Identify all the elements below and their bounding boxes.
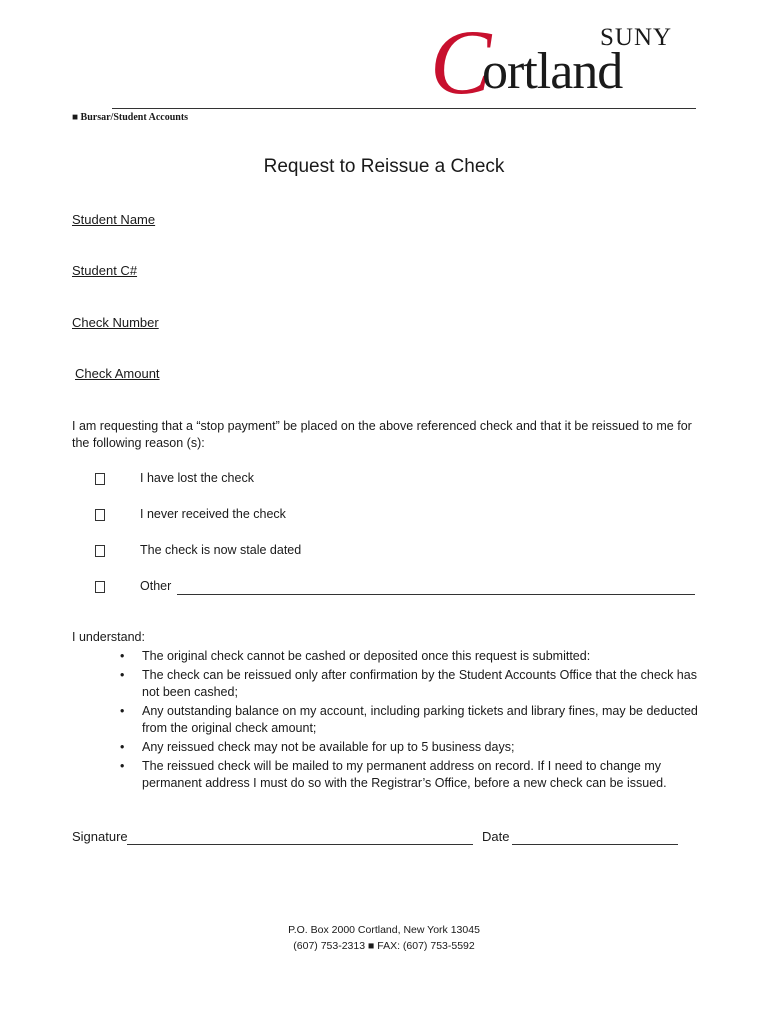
- list-item: [120, 703, 702, 737]
- date-field[interactable]: [512, 844, 678, 845]
- other-reason-field[interactable]: [177, 594, 695, 595]
- student-name-label: Student Name: [72, 212, 156, 227]
- lost-label: I have lost the check: [140, 471, 254, 485]
- point-text: The check can be reissued only after confirmation by the Student Accounts Office that the check has not been cashed;: [142, 668, 697, 699]
- page-title: Request to Reissue a Check: [263, 156, 505, 177]
- stale-label: The check is now stale dated: [140, 543, 302, 557]
- footer-phone: (607) 753-2313 ■ FAX: (607) 753-5592: [293, 940, 475, 952]
- stale-checkbox[interactable]: [95, 545, 105, 557]
- point-text: The original check cannot be cashed or deposited once this request is submitted:: [142, 649, 591, 663]
- signature-field[interactable]: [127, 844, 473, 845]
- list-item: [120, 648, 702, 665]
- list-item: [120, 758, 702, 792]
- student-c-label: Student C#: [72, 263, 138, 278]
- header-divider: [112, 108, 696, 109]
- list-item: [120, 739, 702, 756]
- footer-address: P.O. Box 2000 Cortland, New York 13045: [288, 924, 480, 936]
- list-item: [120, 667, 702, 701]
- check-amount-label: Check Amount: [75, 366, 160, 381]
- bullet: •: [120, 704, 125, 718]
- bullet: •: [120, 668, 125, 682]
- date-label: Date: [482, 829, 510, 844]
- logo-ortland-text: ortland: [482, 43, 623, 100]
- logo-c-letter: C: [430, 11, 492, 113]
- bullet: •: [120, 740, 125, 754]
- signature-label: Signature: [72, 829, 128, 844]
- bullet: •: [120, 649, 125, 663]
- other-checkbox[interactable]: [95, 581, 105, 593]
- understand-label: I understand:: [72, 630, 145, 644]
- suny-cortland-logo: [430, 11, 700, 113]
- bullet: •: [120, 759, 125, 773]
- point-text: Any outstanding balance on my account, including parking tickets and library fines, may be deducted from the original check amount;: [142, 704, 698, 735]
- point-text: The reissued check will be mailed to my permanent address on record. If I need to change my permanent address I must do so with the Registrar’s Office, before a new check can be issued.: [142, 759, 667, 790]
- never-received-label: I never received the check: [140, 507, 286, 521]
- never-received-checkbox[interactable]: [95, 509, 105, 521]
- point-text: Any reissued check may not be available for up to 5 business days;: [142, 740, 515, 754]
- check-number-label: Check Number: [72, 315, 159, 330]
- understand-list: [72, 648, 702, 794]
- lost-checkbox[interactable]: [95, 473, 105, 485]
- logo-suny-text: SUNY: [600, 24, 673, 51]
- department-label: ■ Bursar/Student Accounts: [72, 112, 189, 123]
- other-label: Other: [140, 579, 172, 593]
- request-paragraph: I am requesting that a “stop payment” be placed on the above referenced check and that it be reissued to me for the following reason (s):: [72, 419, 692, 450]
